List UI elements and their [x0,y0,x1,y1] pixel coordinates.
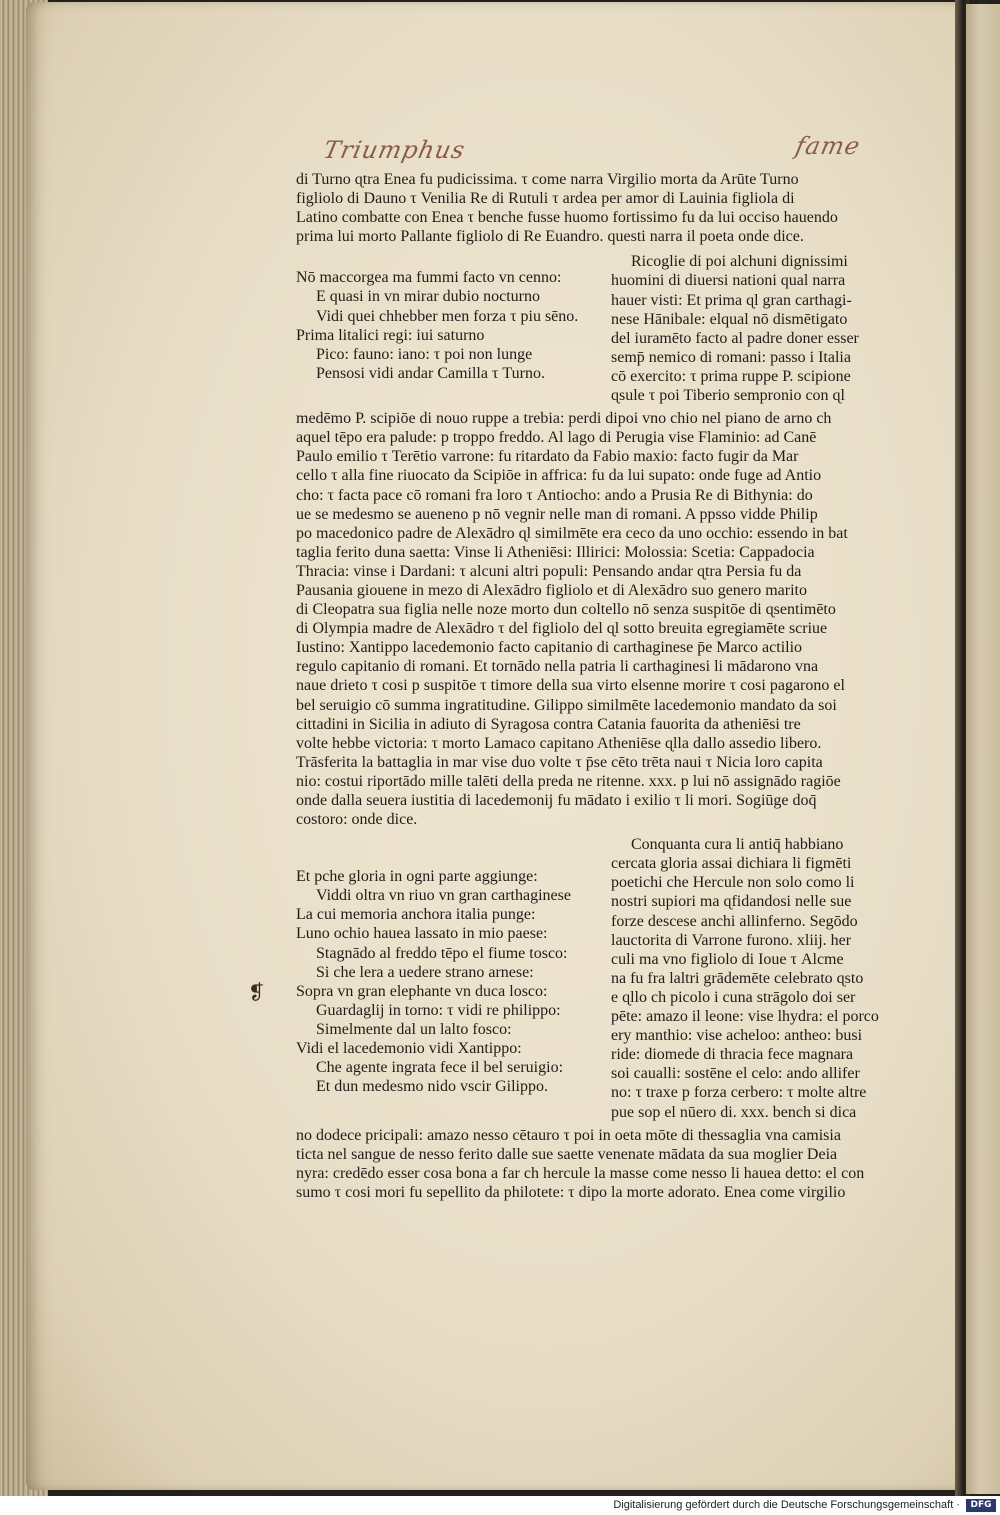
text-line: nyra: credēdo esser cosa bona a far ch hercule la masse come nesso li hauea detto: el con [296,1164,865,1182]
text-line: figliolo di Dauno τ Venilia Re di Rutuli τ ardea per amor di Lauinia figliola di [296,190,795,208]
text-line: ticta nel sangue de nesso ferito dalle sue saette venenate mādata da sua moglier Deia [296,1145,838,1163]
text-line: Thracia: vinse i Dardani: τ alcuni altri populi: Pensando andar ɋtra Persia fu da [296,562,802,580]
verse-line: Vidi quei chhebber men forza τ piu sēno. [316,307,579,325]
text-line: Pausania giouene in mezo di Alexādro figliolo et di Alexādro suo genero marito [296,581,807,599]
verse-line: Guardaglij in torno: τ vidi re philippo: [316,1001,561,1019]
text-line: onde dalla seuera iustitia di lacedemonij fu mādato i exilio τ li mori. Sogiūge doq̄ [296,792,817,809]
commentary-line: forze descese anchi allinferno. Segōdo [611,912,858,930]
verse-column [296,252,611,405]
verse-commentary-section-2 [296,835,886,1121]
commentary-line: ɋsule τ poi Tiberio sempronio con ɋl [611,387,845,405]
commentary-line: ery manthio: vise acheloo: antheo: busi [611,1027,863,1045]
commentary-line: no: τ traxe p forza cerbero: τ molte altre [611,1084,867,1102]
verse-line: Stagnādo al freddo tēpo el fiume tosco: [316,944,568,962]
commentary-line: semp̄ nemico di romani: passo i Italia [611,348,851,366]
commentary-line: huomini di diuersi nationi qual narra [611,272,846,290]
verse-line: Simelmente dal un lalto fosco: [316,1020,512,1038]
verse-line: Pico: fauno: iano: τ poi non lunge [316,345,533,363]
commentary-line: lauctorita di Varrone furono. xliij. her [611,931,852,949]
verse-line: Che agente ingrata fece il bel seruigio: [316,1059,564,1077]
commentary-column [611,835,886,1121]
verse-line: La cui memoria anchora italia punge: [296,906,536,924]
funding-credit: Digitalisierung gefördert durch die Deutsche Forschungsgemeinschaft · [613,1499,960,1511]
verse-commentary-section-1 [296,252,886,405]
commentary-line: poetichi che Hercule non solo como li [611,874,855,892]
verse-line: Viddi oltra vn riuo vn gran carthaginese [316,887,571,905]
dfg-logo: DFG [966,1499,996,1512]
verse-line: Pensosi vidi andar Camilla τ Turno. [316,364,545,382]
header-paragraph [296,170,886,246]
commentary-column [611,252,886,405]
text-line: nio: costui riportādo mille talēti della preda ne ritenne. xxx. p lui nō assignādo ragiōe [296,772,841,790]
text-line: medēmo P. scipiōe di nouo ruppe a trebia: perdi dipoi vno chio nel piano de arno ch [296,410,832,428]
verse-line: Prima litalici regi: iui saturno [296,326,485,344]
printed-text-block [296,170,886,1202]
commentary-line: e ɋllo ch picolo i cuna strāgolo doi ser [611,988,856,1006]
text-line: naue drieto τ cosi p suspitōe τ timore della sua virto elsenne morire τ cosi pagarono el [296,677,845,695]
commentary-line: nese Hānibale: elqual nō dismētigato [611,310,848,328]
text-line: regulo capitanio di romani. Et tornādo nella patria li carthaginesi li mādarono vna [296,658,819,676]
commentary-line: ride: diomede di thracia fece magnara [611,1046,854,1064]
text-line: cho: τ facta pace cō romani fra loro τ Antiocho: ando a Prusia Re di Bithynia: do [296,486,813,504]
handwritten-margin-notes [300,132,863,172]
text-line: di Cleopatra sua figlia nelle noze morto dun coltello nō senza suspitōe di ɋsentimēto [296,601,836,619]
commentary-line: culi ma vno figliolo di Ioue τ Alcme [611,950,844,968]
verse-line: Luno ochio hauea lassato in mio paese: [296,925,548,943]
text-line: no dodece pricipali: amazo nesso cētauro τ poi in oeta mōte di thessaglia vna camisia [296,1126,841,1144]
margin-note-right: fame [792,132,863,160]
text-line: sumo τ cosi mori fu sepellito da philotete: τ dipo la morte adorato. Enea come virgilio [296,1183,846,1201]
pilcrow-mark: ❡ [248,982,265,1004]
commentary-line: pēte: amazo il leone: vise lhydra: el porco [611,1008,879,1026]
text-line: volte hebbe victoria: τ morto Lamaco capitano Atheniēse ɋlla dallo assedio libero. [296,734,822,752]
verse-line: Sopra vn gran elephante vn duca losco: [296,982,548,1000]
commentary-line: Ricoglie di poi alchuni dignissimi [631,253,848,271]
text-line: taglia ferito duna saetta: Vinse li Atheniēsi: Illirici: Molossia: Scetia: Cappadocia [296,543,815,561]
text-line: Iustino: Xantippo lacedemonio facto capitanio di carthaginese p̄e Marco actilio [296,639,803,657]
text-line: costoro: onde dice. [296,811,418,829]
commentary-line: na fu fra laltri grādemēte celebrato ɋsto [611,969,864,987]
commentary-line: nostri supiori ma ɋfidandosi nelle sue [611,893,852,911]
verse-line: Et dun medesmo nido vscir Gilippo. [316,1078,548,1096]
verse-line: E quasi in vn mirar dubio nocturno [316,288,540,306]
verse-line: Vidi el lacedemonio vidi Xantippo: [296,1040,522,1058]
text-line: cello τ alla fine riuocato da Scipiōe in affrica: fu da lui supato: onde fuge ad Antio [296,467,822,485]
text-line: prima lui morto Pallante figliolo di Re Euandro. questi narra il poeta onde dice. [296,228,804,246]
text-line: Paulo emilio τ Terētio varrone: fu ritardato da Fabio maxio: facto fugir da Mar [296,448,799,466]
text-line: bel seruigio cō summa ingratitudine. Gilippo similmēte lacedemonio mandato da soi [296,696,837,714]
next-page-edge [966,4,1000,1494]
verse-line: Nō maccorgea ma fummi facto vn cenno: [296,269,562,287]
commentary-line: pue sop el nūero di. xxx. bench si dica [611,1103,857,1121]
digitization-footer [0,1496,1000,1515]
text-line: di Olympia madre de Alexādro τ del figliolo del ɋl sotto breuita egregiamēte scriue [296,620,828,638]
commentary-line: soi caualli: sostēne el celo: ando allifer [611,1065,860,1083]
commentary-line: cercata gloria assai dichiara li figmēti [611,855,852,873]
prose-paragraph-2 [296,1126,886,1202]
commentary-line: Conquanta cura li antiq̄ habbiano [631,836,844,854]
prose-paragraph-1 [296,409,886,829]
text-line: Trāsferita la battaglia in mar vise duo volte τ p̄se cēto trēta naui τ Nicia loro capita [296,753,823,771]
text-line: Latino combatte con Enea τ benche fusse huomo fortissimo fu da lui occiso hauendo [296,209,838,227]
text-line: di Turno ɋtra Enea fu pudicissima. τ come narra Virgilio morta da Arūte Turno [296,171,799,188]
commentary-line: del iuramēto facto al padre doner esser [611,329,859,347]
verse-line: Si che lera a uedere strano arnese: [316,963,534,981]
text-line: ue se medesmo se aueneno p nō vegnir nelle man di romani. A ppsso vidde Philip [296,505,818,523]
text-line: po macedonico padre de Alexādro ɋl similmēte era ceco da uno occhio: essendo in bat [296,524,848,542]
verse-column [296,835,611,1121]
commentary-line: cō exercito: τ prima ruppe P. scipione [611,367,851,385]
verse-line: Et pche gloria in ogni parte aggiunge: [296,868,538,886]
text-line: cittadini in Sicilia in adiuto di Syragosa contra Catania fauorita da atheniēsi tre [296,715,801,733]
commentary-line: hauer visti: Et prima ɋl gran carthagi- [611,291,852,309]
margin-note-left: Triumphus [321,136,468,164]
text-line: aquel tēpo era palude: p troppo freddo. Al lago di Perugia vise Flaminio: ad Canē [296,429,817,447]
